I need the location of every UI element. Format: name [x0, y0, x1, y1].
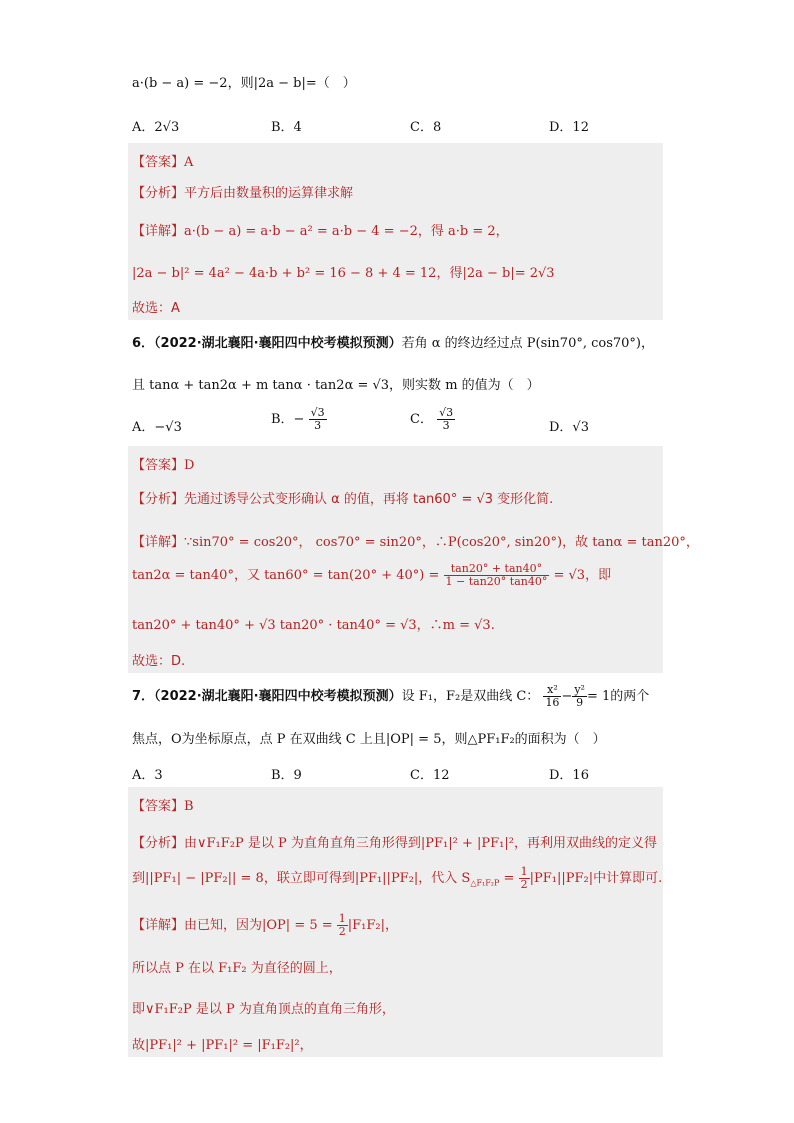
analysis-text: 到||PF₁| − |PF₂|| = 8，联立即可得到|PF₁||PF₂|，代入 S — [132, 871, 471, 886]
q7-option-b: B．9 — [271, 768, 302, 783]
q6-detail-2 — [132, 563, 611, 588]
numerator: x² — [543, 684, 561, 697]
numerator: 1 — [338, 912, 346, 925]
q6-detail-1 — [132, 531, 699, 550]
fraction — [444, 563, 550, 588]
fraction — [337, 913, 348, 938]
denominator: 2 — [338, 925, 346, 938]
answer-value: A — [184, 155, 194, 170]
q5-detail-2: |2a − b|² = 4a² − 4a·b + b² = 16 − 8 + 4 = 12，得|2a − b|= 2√3 — [132, 266, 555, 281]
numerator: y² — [574, 683, 585, 696]
answer-value: B — [184, 799, 194, 814]
q7-option-c: C．12 — [410, 768, 450, 783]
analysis-text: 由∨F₁F₂P 是以 P 为直角直角三角形得到|PF₁|² + |PF₁|²，再利用双曲线的定义得 — [184, 836, 657, 851]
fraction — [572, 684, 587, 709]
q5-option-c: C．8 — [410, 120, 442, 135]
q5-option-b: B．4 — [271, 120, 302, 135]
q7-answer — [132, 795, 194, 814]
question-number: 7． — [132, 689, 155, 704]
fraction — [543, 684, 561, 709]
fraction — [519, 866, 530, 891]
denominator: 9 — [576, 696, 584, 709]
q5-option-a: A．2√3 — [132, 120, 180, 135]
subscript: △F₁F₂P — [470, 878, 500, 888]
q6-stem-line-1 — [132, 332, 654, 351]
q5-detail-1 — [132, 220, 509, 239]
q5-answer — [132, 151, 193, 170]
q7-detail-2: 所以点 P 在以 F₁F₂ 为直径的圆上， — [132, 961, 342, 976]
denominator: 2 — [520, 878, 528, 891]
q6-detail-3: tan20° + tan40° + √3 tan20° · tan40° = √3，∴m = √3. — [132, 618, 495, 633]
analysis-label: 【分析】 — [132, 186, 185, 201]
numerator: √3 — [310, 406, 325, 419]
fraction — [309, 407, 327, 432]
q6-answer — [132, 454, 194, 473]
q6-option-d: D．√3 — [549, 420, 589, 435]
question-source: （2022·湖北襄阳·襄阳四中校考模拟预测） — [154, 336, 402, 351]
detail-label: 【详解】 — [132, 918, 185, 933]
q6-solution-box — [128, 446, 663, 673]
question-text: = 1的两个 — [586, 689, 650, 704]
q5-choose: 故选：A — [132, 301, 180, 316]
option-label: C． — [410, 412, 433, 427]
q7-detail-3: 即∨F₁F₂P 是以 P 为直角顶点的直角三角形， — [132, 1002, 395, 1017]
question-source: （2022·湖北襄阳·襄阳四中校考模拟预测） — [154, 689, 402, 704]
q7-analysis-1 — [132, 832, 657, 851]
minus-sign: − — [561, 689, 573, 704]
answer-label: 【答案】 — [132, 799, 185, 814]
q6-choose: 故选：D. — [132, 654, 186, 669]
analysis-text: 平方后由数量积的运算律求解 — [184, 186, 354, 201]
q7-detail-1 — [132, 913, 398, 938]
detail-text: 由已知，因为|OP| = 5 = — [184, 918, 333, 933]
denominator: 16 — [545, 696, 560, 709]
detail-text: |F₁F₂|， — [347, 918, 399, 933]
detail-text: a·(b − a) = a·b − a² = a·b − 4 = −2，得 a·b = 2， — [184, 224, 509, 239]
q7-stem-line-1 — [132, 684, 649, 709]
detail-label: 【详解】 — [132, 535, 185, 550]
answer-label: 【答案】 — [132, 155, 185, 170]
detail-text: ∵sin70° = cos20°， cos70° = sin20°，∴P(cos20°, sin20°)，故 tanα = tan20°， — [184, 535, 699, 550]
q6-option-c — [410, 407, 455, 432]
numerator: tan20° + tan40° — [444, 563, 550, 576]
q7-option-d: D．16 — [549, 768, 589, 783]
q6-analysis — [132, 488, 553, 507]
numerator: 1 — [520, 865, 528, 878]
answer-value: D — [184, 458, 195, 473]
equals-sign: = — [503, 871, 515, 886]
analysis-label: 【分析】 — [132, 836, 185, 851]
q6-option-a: A．−√3 — [132, 420, 182, 435]
denominator: 3 — [314, 419, 322, 432]
denominator: 1 − tan20° tan40° — [445, 575, 548, 588]
q7-analysis-2 — [132, 866, 662, 891]
q5-analysis — [132, 182, 353, 201]
analysis-text: 先通过诱导公式变形确认 α 的值，再将 tan60° = √3 变形化简. — [184, 492, 554, 507]
analysis-label: 【分析】 — [132, 492, 185, 507]
q7-detail-4: 故|PF₁|² + |PF₁|² = |F₁F₂|²， — [132, 1038, 313, 1053]
q6-stem-line-2: 且 tanα + tan2α + m tanα · tan2α = √3，则实数 m 的值为（ ） — [132, 378, 540, 393]
question-text: 若角 α 的终边经过点 P(sin70°, cos70°)， — [401, 336, 655, 351]
question-text: 设 F₁，F₂是双曲线 C： — [401, 689, 540, 704]
fraction — [437, 407, 455, 432]
question-number: 6． — [132, 336, 155, 351]
option-label: B．− — [271, 412, 305, 427]
q5-option-d: D．12 — [549, 120, 589, 135]
q7-option-a: A．3 — [132, 768, 163, 783]
q5-stem-tail: a·(b − a) = −2，则|2a − b|=（ ） — [132, 76, 356, 91]
detail-label: 【详解】 — [132, 224, 185, 239]
q7-stem-line-2: 焦点，O为坐标原点，点 P 在双曲线 C 上且|OP| = 5，则△PF₁F₂的面积为（ ） — [132, 732, 606, 747]
numerator: √3 — [439, 406, 454, 419]
analysis-text: |PF₁||PF₂|中计算即可. — [529, 871, 663, 886]
answer-label: 【答案】 — [132, 458, 185, 473]
detail-text: tan2α = tan40°，又 tan60° = tan(20° + 40°) = — [132, 568, 440, 583]
denominator: 3 — [442, 419, 450, 432]
detail-text: = √3，即 — [553, 568, 612, 583]
q6-option-b — [271, 407, 327, 432]
